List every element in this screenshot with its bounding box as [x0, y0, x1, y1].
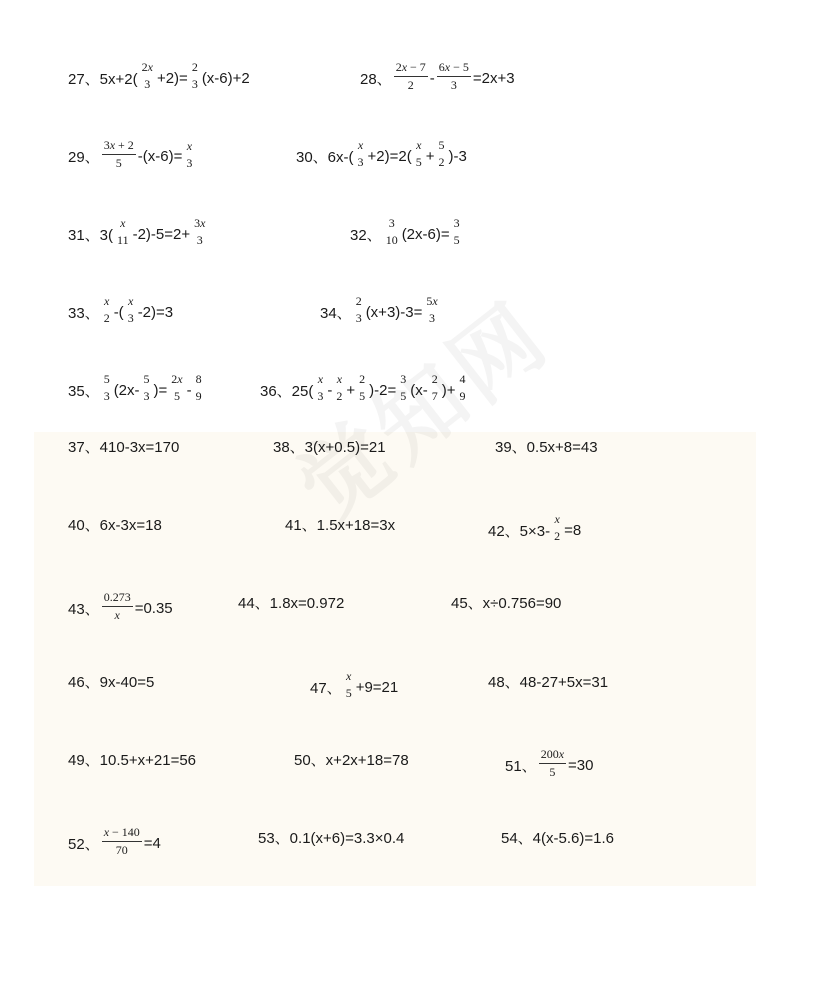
- problem-31: [68, 218, 209, 250]
- equation-text: (x-: [410, 381, 428, 399]
- problem-49: [68, 749, 196, 770]
- fraction: [126, 294, 136, 326]
- fraction: [384, 216, 400, 248]
- fraction-numerator: 4: [459, 372, 466, 386]
- fraction: [334, 372, 344, 404]
- equation-text: -: [186, 381, 192, 399]
- fraction: [192, 216, 207, 248]
- fraction: [354, 294, 364, 326]
- equation-text: 34、: [320, 304, 352, 322]
- fraction-numerator: 5: [103, 372, 110, 386]
- fraction-denominator: 3: [355, 311, 362, 325]
- equation-text: 32、: [350, 226, 382, 244]
- equation-text: (2x-: [113, 381, 140, 399]
- problem-48: [488, 671, 608, 692]
- equation-text: =8: [564, 521, 582, 539]
- fraction-numerator: 2x − 7: [394, 60, 428, 77]
- fraction-denominator: 3: [144, 77, 151, 91]
- fraction-numerator: 3: [400, 372, 407, 386]
- equation-text: 30、6x-(: [296, 148, 354, 166]
- fraction: [169, 372, 184, 404]
- fraction-numerator: 2: [359, 372, 366, 386]
- equation-text: -2)-5=2+: [132, 225, 191, 243]
- fraction-denominator: 5: [115, 156, 122, 170]
- equation-text: -2)=3: [137, 303, 174, 321]
- fraction-numerator: x: [317, 372, 324, 386]
- fraction-numerator: 3: [453, 216, 460, 230]
- equation-text: =0.35: [134, 600, 173, 617]
- equation-text: 44、1.8x=0.972: [238, 595, 345, 612]
- fraction-denominator: 5: [549, 765, 556, 779]
- problem-45: [451, 592, 561, 613]
- equation-text: +: [346, 381, 356, 399]
- fraction: [102, 825, 142, 858]
- equation-text: 29、: [68, 149, 100, 166]
- fraction-denominator: 3: [317, 389, 324, 403]
- fraction-denominator: 3: [103, 389, 110, 403]
- fraction: [344, 669, 354, 701]
- fraction-numerator: 3x: [194, 216, 206, 230]
- fraction-denominator: 7: [431, 389, 438, 403]
- fraction-denominator: 3: [357, 155, 364, 169]
- problem-37: [68, 436, 179, 457]
- fraction: [102, 138, 136, 171]
- equation-text: 53、0.1(x+6)=3.3×0.4: [258, 830, 405, 847]
- fraction-denominator: 2: [407, 78, 414, 92]
- problem-28: [360, 62, 515, 95]
- fraction-denominator: 3: [196, 233, 203, 247]
- fraction-numerator: 5: [143, 372, 150, 386]
- shaded-region: [34, 432, 756, 886]
- problem-30: [296, 140, 467, 172]
- equation-text: +2)=2(: [367, 147, 412, 165]
- equation-text: 38、3(x+0.5)=21: [273, 439, 386, 456]
- fraction-denominator: 3: [127, 311, 134, 325]
- problem-38: [273, 436, 386, 457]
- fraction-denominator: 10: [385, 233, 398, 247]
- equation-text: 37、410-3x=170: [68, 439, 180, 456]
- problem-34: [320, 296, 442, 328]
- problem-39: [495, 436, 598, 457]
- equation-text: +9=21: [355, 678, 399, 696]
- equation-text: =2x+3: [472, 70, 515, 87]
- equation-text: 33、: [68, 304, 100, 322]
- equation-text: -: [327, 381, 333, 399]
- fraction-numerator: x: [357, 138, 364, 152]
- fraction-denominator: 9: [459, 389, 466, 403]
- fraction-numerator: x: [186, 138, 193, 153]
- fraction-numerator: x: [416, 138, 422, 152]
- equation-text: 45、x÷0.756=90: [451, 595, 562, 612]
- fraction: [102, 294, 112, 326]
- fraction-denominator: 3: [450, 78, 457, 92]
- equation-text: )-3: [448, 147, 467, 165]
- fraction-denominator: 5: [415, 155, 422, 169]
- fraction-denominator: 3: [191, 77, 198, 91]
- equation-text: (x+3)-3=: [365, 303, 423, 321]
- problem-52: [68, 827, 161, 860]
- fraction-denominator: 2: [103, 311, 110, 325]
- fraction-denominator: 9: [195, 389, 202, 403]
- fraction-numerator: x: [120, 216, 126, 230]
- equation-text: 46、9x-40=5: [68, 674, 155, 691]
- problem-35: [68, 374, 206, 406]
- equation-text: 51、: [505, 758, 537, 775]
- equation-text: )+: [441, 381, 456, 399]
- equation-text: =4: [143, 835, 161, 852]
- fraction: [194, 372, 204, 404]
- fraction-denominator: 70: [115, 843, 128, 857]
- problem-43: [68, 592, 173, 625]
- fraction-numerator: 3: [388, 216, 395, 230]
- equation-text: (x-6)+2: [201, 69, 250, 87]
- equation-text: +: [425, 147, 435, 165]
- equation-text: 50、x+2x+18=78: [294, 752, 409, 769]
- fraction: [356, 138, 366, 170]
- equation-text: 40、6x-3x=18: [68, 517, 162, 534]
- equation-text: )-2=: [369, 381, 397, 399]
- fraction: [539, 747, 566, 780]
- fraction-numerator: 6x − 5: [437, 60, 471, 77]
- equation-text: 48、48-27+5x=31: [488, 674, 609, 691]
- problem-29: [68, 140, 196, 173]
- equation-text: 52、: [68, 836, 100, 853]
- fraction-numerator: 2: [191, 60, 198, 74]
- fraction: [142, 372, 152, 404]
- fraction: [140, 60, 155, 92]
- fraction-numerator: 5x: [426, 294, 438, 308]
- fraction: [190, 60, 200, 92]
- fraction: [437, 60, 471, 93]
- fraction-numerator: 2x: [141, 60, 153, 74]
- problem-50: [294, 749, 409, 770]
- problem-54: [501, 827, 614, 848]
- problem-44: [238, 592, 344, 613]
- equation-text: 31、3(: [68, 226, 114, 244]
- equation-text: -(x-6)=: [137, 148, 183, 165]
- fraction: [115, 216, 131, 248]
- fraction: [394, 60, 428, 93]
- equation-text: 43、: [68, 601, 100, 618]
- fraction: [458, 372, 468, 404]
- fraction-denominator: 5: [173, 389, 180, 403]
- equation-text: 39、0.5x+8=43: [495, 439, 598, 456]
- fraction-denominator: 2: [336, 389, 343, 403]
- problem-33: [68, 296, 173, 328]
- fraction-numerator: 0.273: [102, 590, 133, 607]
- fraction: [552, 512, 562, 544]
- equation-text: 42、5×3-: [488, 522, 551, 540]
- fraction-numerator: 3x + 2: [102, 138, 136, 155]
- equation-text: -: [429, 70, 435, 87]
- fraction: [424, 294, 439, 326]
- fraction-numerator: 2: [431, 372, 438, 386]
- fraction: [315, 372, 325, 404]
- fraction-denominator: 5: [359, 389, 366, 403]
- fraction-denominator: 3: [186, 155, 193, 170]
- fraction-numerator: 2x: [171, 372, 183, 386]
- fraction: [357, 372, 367, 404]
- fraction-denominator: 5: [345, 686, 352, 700]
- fraction: [184, 139, 194, 171]
- equation-text: 54、4(x-5.6)=1.6: [501, 830, 614, 847]
- fraction-denominator: x: [114, 608, 120, 622]
- fraction: [102, 590, 133, 623]
- problem-40: [68, 514, 162, 535]
- fraction-denominator: 2: [438, 155, 445, 169]
- equation-text: 41、1.5x+18=3x: [285, 517, 396, 534]
- equation-text: (2x-6)=: [401, 225, 450, 243]
- fraction: [102, 372, 112, 404]
- equation-text: 47、: [310, 679, 342, 697]
- fraction-numerator: x: [336, 372, 343, 386]
- fraction-numerator: 200x: [539, 747, 566, 764]
- fraction: [437, 138, 447, 170]
- equation-text: +2)=: [156, 69, 188, 87]
- problem-47: [310, 671, 398, 703]
- problem-46: [68, 671, 154, 692]
- problem-42: [488, 514, 581, 546]
- equation-text: )=: [153, 381, 168, 399]
- fraction-numerator: x: [128, 294, 134, 308]
- equation-text: 49、10.5+x+21=56: [68, 752, 197, 769]
- fraction-denominator: 5: [400, 389, 407, 403]
- fraction-numerator: x: [104, 294, 110, 308]
- fraction: [452, 216, 462, 248]
- problem-41: [285, 514, 395, 535]
- fraction-numerator: x: [346, 669, 352, 683]
- fraction: [430, 372, 440, 404]
- equation-text: 35、: [68, 382, 100, 400]
- fraction-denominator: 5: [453, 233, 460, 247]
- equation-text: 28、: [360, 71, 392, 88]
- equation-text: 27、5x+2(: [68, 70, 138, 88]
- fraction-numerator: 2: [355, 294, 362, 308]
- fraction-numerator: 5: [438, 138, 445, 152]
- problem-51: [505, 749, 593, 782]
- equation-text: -(: [113, 303, 124, 321]
- fraction-numerator: 8: [195, 372, 202, 386]
- fraction: [398, 372, 408, 404]
- fraction-denominator: 3: [143, 389, 150, 403]
- fraction-denominator: 2: [554, 529, 561, 543]
- problem-53: [258, 827, 404, 848]
- fraction: [414, 138, 424, 170]
- problem-27: [68, 62, 250, 94]
- fraction-denominator: 11: [117, 233, 129, 247]
- equation-text: =30: [568, 757, 594, 774]
- fraction-denominator: 3: [429, 311, 436, 325]
- equation-text: 36、25(: [260, 382, 314, 400]
- problem-36: [260, 374, 470, 406]
- fraction-numerator: x − 140: [102, 825, 142, 842]
- problem-32: [350, 218, 464, 250]
- fraction-numerator: x: [554, 512, 560, 526]
